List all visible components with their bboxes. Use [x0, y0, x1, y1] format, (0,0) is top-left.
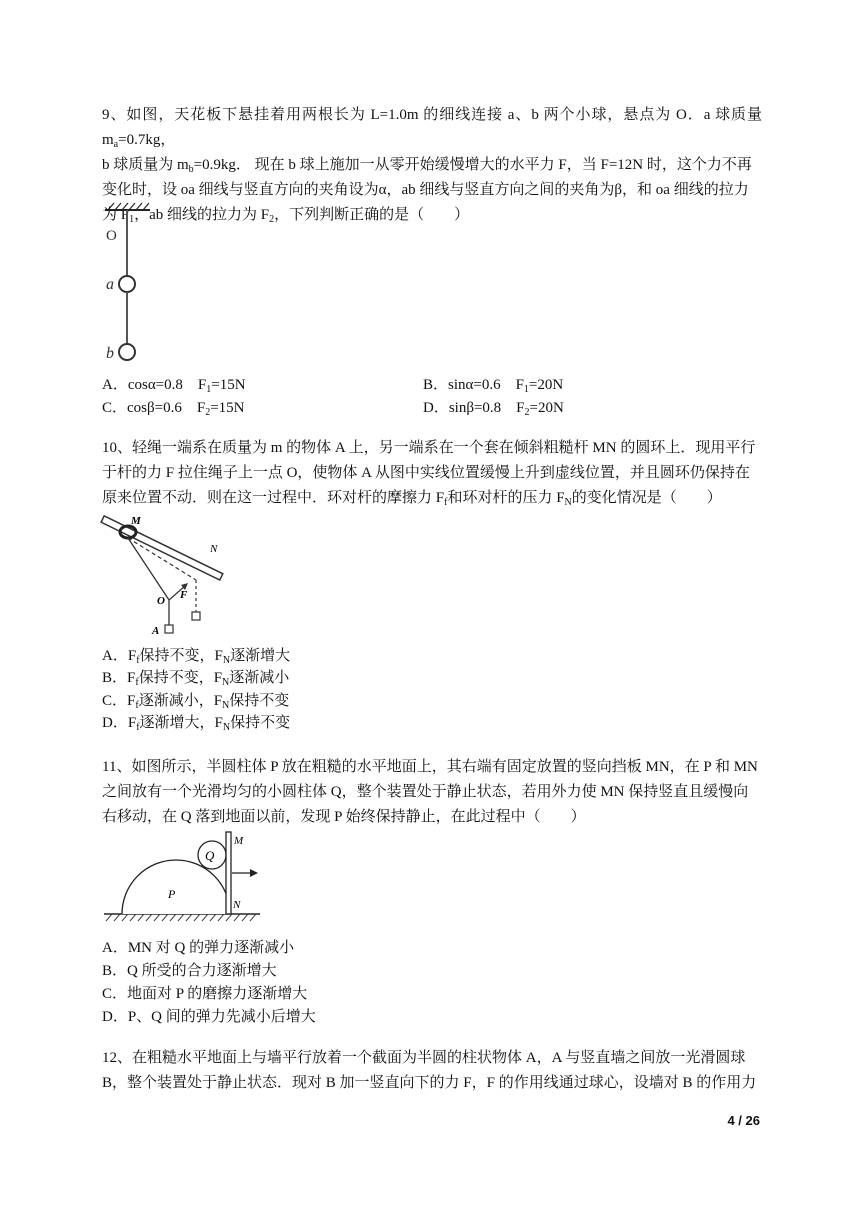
q10-option-d[interactable]: D．$F_f$逐渐增大，$F_N$保持不变: [102, 715, 291, 733]
question-10-text: [102, 436, 762, 511]
q11-option-a[interactable]: A．MN 对 Q 的弹力逐渐减小: [102, 940, 295, 956]
q12-line-2: B，整个装置处于静止状态．现对 B 加一竖直向下的力 F，F 的作用线通过球心，设墙对 B 的作用力: [102, 1075, 757, 1091]
q9-line-3: 变化时，设 oa 细线与竖直方向的夹角设为α，ab 细线与竖直方向之间的夹角为β，和 oa 细线的拉力: [102, 182, 749, 198]
q11-option-b[interactable]: B．Q 所受的合力逐渐增大: [102, 963, 277, 979]
q9-option-d[interactable]: D．sinβ=0.8 $F_2=20N$: [423, 400, 564, 418]
q9-label-a: a: [106, 276, 114, 293]
q11-label-q: Q: [205, 848, 215, 863]
q10-label-f: F: [180, 589, 188, 601]
question-12-text: [102, 1046, 762, 1096]
q9-line-2: b 球质量为 $m_b=0.9kg$． 现在 b 球上施加一从零开始缓慢增大的水平力 F，当 F=12N 时，这个力不再: [102, 157, 752, 175]
q11-line-3: 右移动，在 Q 落到地面以前，发现 P 始终保持静止，在此过程中（ ）: [102, 809, 586, 825]
q12-line-1: 12、在粗糙水平地面上与墙平行放着一个截面为半圆的柱状物体 A，A 与竖直墙之间放一光滑圆球: [102, 1050, 746, 1066]
q11-label-p: P: [168, 887, 176, 901]
q9-line-1: 9、如图，天花板下悬挂着用两根长为 L=1.0m 的细线连接 a、b 两个小球，悬点为 O．a 球质量 $m_a=0.7kg$，: [102, 107, 762, 150]
q11-label-n: N: [233, 899, 241, 911]
q10-option-b[interactable]: B．$F_f$保持不变，$F_N$逐渐减小: [102, 670, 290, 688]
q11-line-2: 之间放有一个光滑均匀的小圆柱体 Q，整个装置处于静止状态，若用外力使 MN 保持竖直且缓慢向: [102, 784, 749, 800]
q10-option-c[interactable]: C．$F_f$逐渐减小，$F_N$保持不变: [102, 693, 290, 711]
page-number: 4 / 26: [727, 1113, 760, 1128]
q10-line-2: 于杆的力 F 拉住绳子上一点 O，使物体 A 从图中实线位置缓慢上升到虚线位置，并且圆环仍保持在: [102, 465, 750, 481]
q9-label-o: O: [106, 228, 117, 244]
q11-line-1: 11、如图所示，半圆柱体 P 放在粗糙的水平地面上，其右端有固定放置的竖向挡板 MN，在 P 和 MN: [102, 759, 758, 775]
q10-label-o: O: [157, 595, 165, 607]
q10-line-1: 10、轻绳一端系在质量为 m 的物体 A 上，另一端系在一个套在倾斜粗糙杆 MN 的圆环上．现用平行: [102, 440, 756, 456]
question-9-text: [102, 103, 762, 228]
q9-line-4: 为 $F_1$，ab 细线的拉力为 $F_2$，下列判断正确的是（ ）: [102, 207, 470, 225]
q10-label-a: A: [152, 625, 160, 637]
q10-incline-rod-figure: [100, 512, 230, 642]
q11-option-d[interactable]: D．P、Q 间的弹力先减小后增大: [102, 1009, 316, 1025]
q10-label-n: N: [210, 543, 218, 555]
q9-option-c[interactable]: C．cosβ=0.6 $F_2=15N$: [102, 400, 245, 418]
q10-option-a[interactable]: A．$F_f$保持不变，$F_N$逐渐增大: [102, 648, 291, 666]
q9-option-a[interactable]: A．cosα=0.8 $F_1=15N$: [102, 377, 246, 395]
q9-label-b: b: [106, 345, 114, 362]
q11-half-cylinder-figure: [100, 828, 265, 926]
q10-label-m: M: [131, 515, 141, 527]
q11-option-c[interactable]: C．地面对 P 的磨擦力逐渐增大: [102, 986, 308, 1002]
q9-option-b[interactable]: B．sinα=0.6 $F_1=20N$: [423, 377, 564, 395]
q10-line-3: 原来位置不动．则在这一过程中．环对杆的摩擦力 $F_f$和环对杆的压力 $F_N$的变化情况是（ ）: [102, 490, 722, 508]
question-11-text: [102, 755, 762, 830]
q9-pendulum-figure: [100, 200, 160, 365]
q11-label-m: M: [234, 835, 244, 847]
